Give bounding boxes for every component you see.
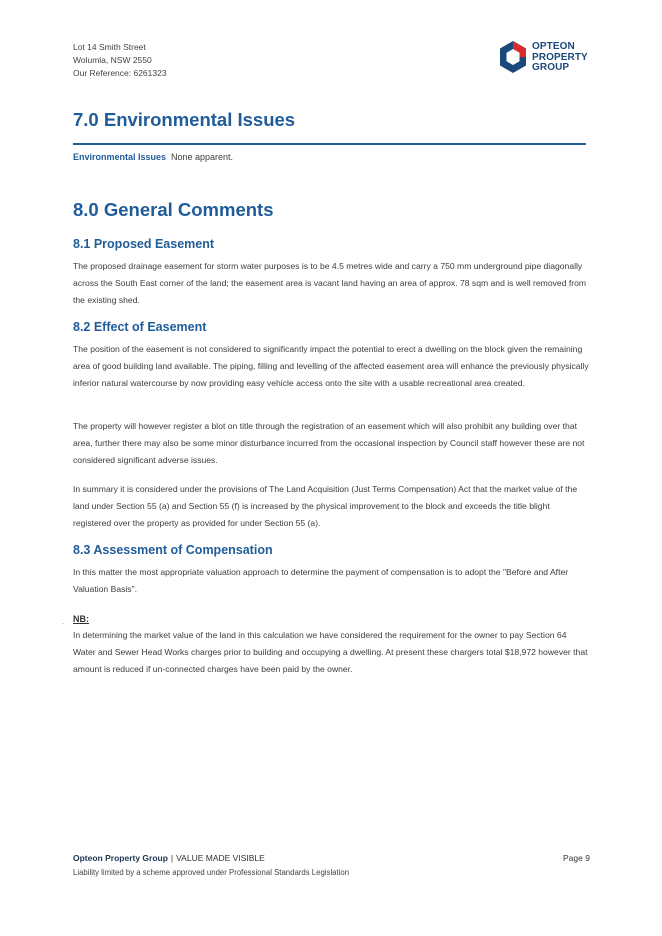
property-address bbox=[73, 41, 167, 80]
address-line-reference: Our Reference: 6261323 bbox=[73, 68, 167, 78]
footer-brand-line bbox=[73, 853, 265, 863]
assessment-paragraph: In this matter the most appropriate valuation approach to determine the payment of compensation is to adopt the "Before and After Valuation Basis". bbox=[73, 567, 569, 594]
effect-of-easement-paragraph-3: In summary it is considered under the provisions of The Land Acquisition (Just Terms Compensation) Act that the market value of the land under Section 55 (a) and Section 55 (f) is increased by the physical improvement to the block and exceeds the title blight registered over the property as provided for under Section 55 (a). bbox=[73, 484, 578, 528]
nb-label: NB: bbox=[73, 614, 89, 624]
page-number: Page 9 bbox=[563, 853, 590, 863]
logo-word-group: GROUP bbox=[532, 62, 570, 73]
address-line-street: Lot 14 Smith Street bbox=[73, 42, 146, 52]
logo-word-opteon: OPTEON bbox=[532, 41, 575, 52]
footer-brand: Opteon Property Group bbox=[73, 853, 168, 863]
section-8-1-heading: 8.1 Proposed Easement bbox=[73, 237, 215, 251]
footer-tagline: VALUE MADE VISIBLE bbox=[176, 853, 265, 863]
nb-paragraph: In determining the market value of the land in this calculation we have considered the requirement for the owner to pay Section 64 Water and Sewer Head Works charges prior to building and occupying a dwelling. At present these chargers total $18,972 however that amount is reduced if un-connected charges have been paid by the owner. bbox=[73, 630, 588, 674]
section-divider bbox=[73, 143, 586, 145]
logo-word-property: PROPERTY bbox=[532, 51, 588, 63]
environmental-issues-label: Environmental Issues bbox=[73, 152, 167, 162]
section-8-3-heading: 8.3 Assessment of Compensation bbox=[73, 543, 273, 557]
environmental-issues-value: None apparent. bbox=[171, 152, 234, 162]
logo-wordmark bbox=[532, 42, 588, 74]
opteon-logo bbox=[498, 40, 598, 76]
section-8-heading: 8.0 General Comments bbox=[73, 199, 274, 220]
section-7-heading: 7.0 Environmental Issues bbox=[73, 109, 296, 130]
address-line-town: Wolumla, NSW 2550 bbox=[73, 55, 152, 65]
section-8-2-heading: 8.2 Effect of Easement bbox=[73, 320, 207, 334]
proposed-easement-paragraph: The proposed drainage easement for storm water purposes is to be 4.5 metres wide and carry a 750 mm underground pipe diagonally across the South East corner of the land; the easement area is vacant land having an area of approx. 78 sqm and is well removed from the existing shed. bbox=[73, 261, 587, 305]
footer-liability: Liability limited by a scheme approved under Professional Standards Legislation bbox=[73, 868, 350, 877]
opteon-hexagon-logo-icon bbox=[498, 40, 528, 74]
footer-separator: | bbox=[170, 853, 174, 863]
effect-of-easement-paragraph-2: The property will however register a blot on title through the registration of an easement which will also prohibit any building over that area, further there may also be some minor disturbance incurred from the occasional inspection by Council staff however these are not considered significant adverse issues. bbox=[73, 421, 585, 465]
effect-of-easement-paragraph-1: The position of the easement is not considered to significantly impact the potential to erect a dwelling on the block given the remaining area of good building land available. The piping, filling and levelling of the affected easement area will enhance the previously physically inferior natural watercourse by now providing easy vehicle access onto the site with a usable recreational area created. bbox=[73, 344, 589, 388]
margin-mark: . bbox=[62, 617, 65, 626]
